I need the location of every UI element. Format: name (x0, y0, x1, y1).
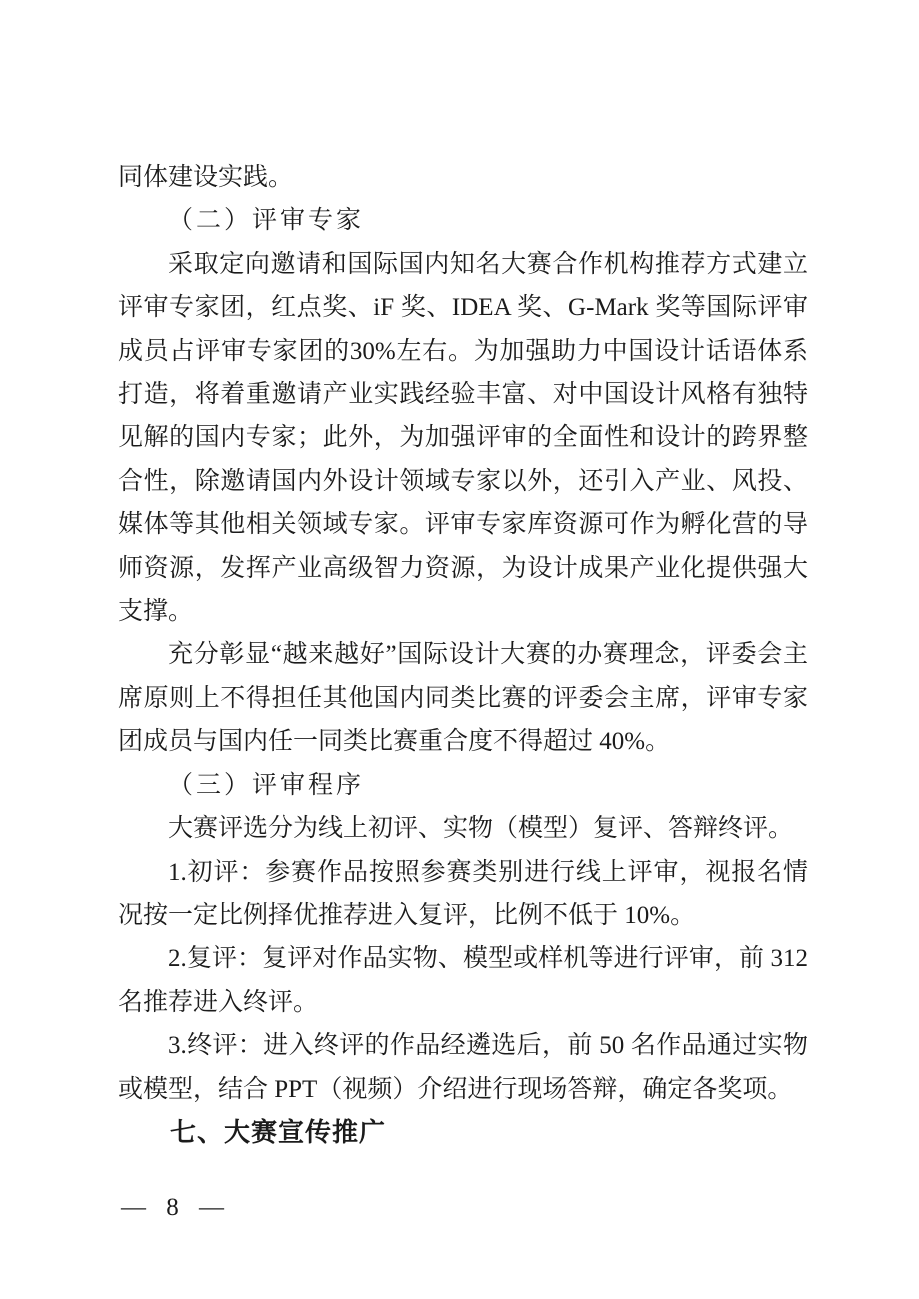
paragraph-second-review: 2.复评：复评对作品实物、模型或样机等进行评审，前 312 名推荐进入终评。 (118, 945, 808, 1016)
paragraph-final-review: 3.终评：进入终评的作品经遴选后，前 50 名作品通过实物或模型，结合 PPT（视频）介绍进行现场答辩，确定各奖项。 (118, 1032, 808, 1103)
heading-competition-promotion: 七、大赛宣传推广 (170, 1116, 387, 1147)
document-body (118, 156, 808, 1154)
paragraph-community-practice-continuation: 同体建设实践。 (118, 164, 294, 191)
paragraph-review-stages-overview: 大赛评选分为线上初评、实物（模型）复评、答辩终评。 (168, 815, 794, 843)
page-number: — 8 — (121, 1194, 227, 1221)
paragraph-jury-chair-rule: 充分彰显“越来越好”国际设计大赛的办赛理念，评委会主席原则上不得担任其他国内同类比赛的评委会主席，评审专家团成员与国内任一同类比赛重合度不得超过 40%。 (118, 641, 808, 756)
paragraph-expert-team-composition: 采取定向邀请和国际国内知名大赛合作机构推荐方式建立评审专家团，红点奖、iF 奖、IDEA 奖、G-Mark 奖等国际评审成员占评审专家团的30%左右。为加强助力中国设计话语体系打造，将着重邀请产业实践经验丰富、对中国设计风格有独特见解的国内专家；此外，为加强评审的全面性和设计的跨界整合性，除邀请国内外设计领域专家以外，还引入产业、风投、媒体等其他相关领域专家。评审专家库资源可作为孵化营的导师资源，发挥产业高级智力资源，为设计成果产业化提供强大支撑。 (118, 250, 808, 626)
subheading-review-procedure: （三）评审程序 (168, 771, 365, 799)
subheading-review-experts: （二）评审专家 (168, 207, 365, 235)
paragraph-preliminary-review: 1.初评：参赛作品按照参赛类别进行线上评审，视报名情况按一定比例择优推荐进入复评，比例不低于 10%。 (118, 858, 808, 929)
